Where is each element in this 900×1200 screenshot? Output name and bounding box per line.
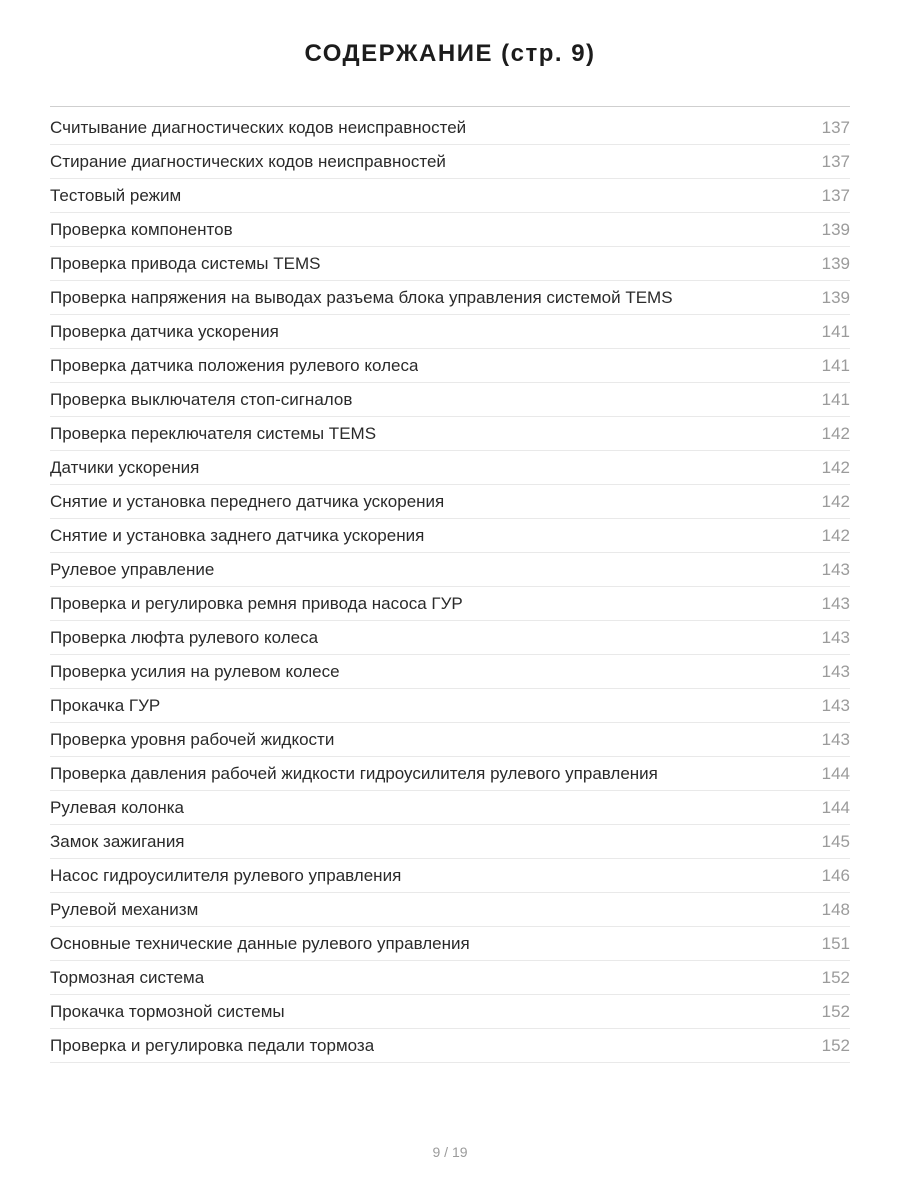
toc-row (50, 791, 850, 825)
toc-row (50, 519, 850, 553)
toc-entry-page: 141 (821, 389, 850, 409)
toc-entry-label: Проверка переключателя системы TEMS (50, 423, 377, 443)
toc-entry-page: 152 (821, 1001, 850, 1021)
toc-entry-page: 137 (821, 151, 850, 171)
toc-row (50, 927, 850, 961)
toc-entry-page: 145 (821, 831, 850, 851)
toc-row (50, 689, 850, 723)
toc-entry-label: Замок зажигания (50, 831, 185, 851)
toc-entry-page: 142 (821, 525, 850, 545)
toc-entry-label: Проверка компонентов (50, 219, 233, 239)
toc-row (50, 383, 850, 417)
toc-row (50, 485, 850, 519)
toc-entry-label: Рулевое управление (50, 559, 215, 579)
toc-row (50, 315, 850, 349)
toc-entry-page: 148 (821, 899, 850, 919)
toc-row (50, 111, 850, 145)
toc-entry-label: Проверка выключателя стоп-сигналов (50, 389, 353, 409)
toc-entry-page: 139 (821, 253, 850, 273)
toc-entry-label: Проверка привода системы TEMS (50, 253, 321, 273)
toc-entry-page: 142 (821, 423, 850, 443)
toc-row (50, 825, 850, 859)
toc-entry-label: Проверка давления рабочей жидкости гидроусилителя рулевого управления (50, 763, 658, 783)
toc-row (50, 417, 850, 451)
toc-row (50, 451, 850, 485)
toc-list (50, 111, 850, 1063)
toc-entry-page: 144 (821, 763, 850, 783)
toc-entry-page: 139 (821, 287, 850, 307)
toc-entry-page: 143 (821, 593, 850, 613)
toc-entry-label: Тормозная система (50, 967, 205, 987)
toc-entry-page: 137 (821, 117, 850, 137)
toc-row (50, 179, 850, 213)
toc-entry-label: Снятие и установка переднего датчика ускорения (50, 491, 445, 511)
toc-entry-label: Проверка датчика ускорения (50, 321, 279, 341)
toc-entry-label: Снятие и установка заднего датчика ускорения (50, 525, 425, 545)
toc-entry-page: 144 (821, 797, 850, 817)
toc-row (50, 145, 850, 179)
toc-entry-page: 137 (821, 185, 850, 205)
toc-entry-page: 142 (821, 491, 850, 511)
toc-entry-page: 143 (821, 695, 850, 715)
toc-entry-label: Стирание диагностических кодов неисправностей (50, 151, 446, 171)
toc-row (50, 1029, 850, 1063)
toc-entry-label: Проверка уровня рабочей жидкости (50, 729, 335, 749)
toc-entry-page: 141 (821, 321, 850, 341)
toc-entry-label: Основные технические данные рулевого управления (50, 933, 470, 953)
toc-entry-page: 143 (821, 729, 850, 749)
toc-row (50, 995, 850, 1029)
toc-row (50, 621, 850, 655)
toc-entry-label: Датчики ускорения (50, 457, 200, 477)
toc-entry-page: 146 (821, 865, 850, 885)
toc-entry-label: Насос гидроусилителя рулевого управления (50, 865, 402, 885)
toc-entry-page: 143 (821, 627, 850, 647)
toc-entry-label: Рулевой механизм (50, 899, 199, 919)
toc-entry-page: 151 (821, 933, 850, 953)
toc-entry-page: 152 (821, 967, 850, 987)
toc-row (50, 757, 850, 791)
toc-entry-label: Прокачка тормозной системы (50, 1001, 285, 1021)
toc-row (50, 587, 850, 621)
toc-entry-label: Прокачка ГУР (50, 695, 161, 715)
page-number-indicator: 9 / 19 (432, 1144, 468, 1160)
toc-entry-label: Проверка напряжения на выводах разъема блока управления системой TEMS (50, 287, 673, 307)
toc-entry-label: Проверка усилия на рулевом колесе (50, 661, 340, 681)
toc-row (50, 213, 850, 247)
toc-entry-page: 143 (821, 559, 850, 579)
toc-row (50, 349, 850, 383)
toc-entry-page: 139 (821, 219, 850, 239)
toc-row (50, 553, 850, 587)
toc-row (50, 247, 850, 281)
toc-entry-page: 152 (821, 1035, 850, 1055)
toc-entry-label: Проверка и регулировка педали тормоза (50, 1035, 375, 1055)
toc-entry-page: 143 (821, 661, 850, 681)
toc-entry-label: Рулевая колонка (50, 797, 184, 817)
toc-entry-label: Тестовый режим (50, 185, 182, 205)
toc-row (50, 281, 850, 315)
toc-entry-label: Проверка и регулировка ремня привода насоса ГУР (50, 593, 463, 613)
toc-entry-page: 142 (821, 457, 850, 477)
title-divider (50, 106, 850, 107)
toc-row (50, 655, 850, 689)
toc-row (50, 961, 850, 995)
toc-entry-label: Проверка люфта рулевого колеса (50, 627, 319, 647)
toc-entry-page: 141 (821, 355, 850, 375)
toc-entry-label: Проверка датчика положения рулевого колеса (50, 355, 419, 375)
page-title: СОДЕРЖАНИЕ (стр. 9) (304, 40, 596, 67)
toc-row (50, 893, 850, 927)
toc-row (50, 723, 850, 757)
toc-row (50, 859, 850, 893)
toc-entry-label: Считывание диагностических кодов неисправностей (50, 117, 467, 137)
